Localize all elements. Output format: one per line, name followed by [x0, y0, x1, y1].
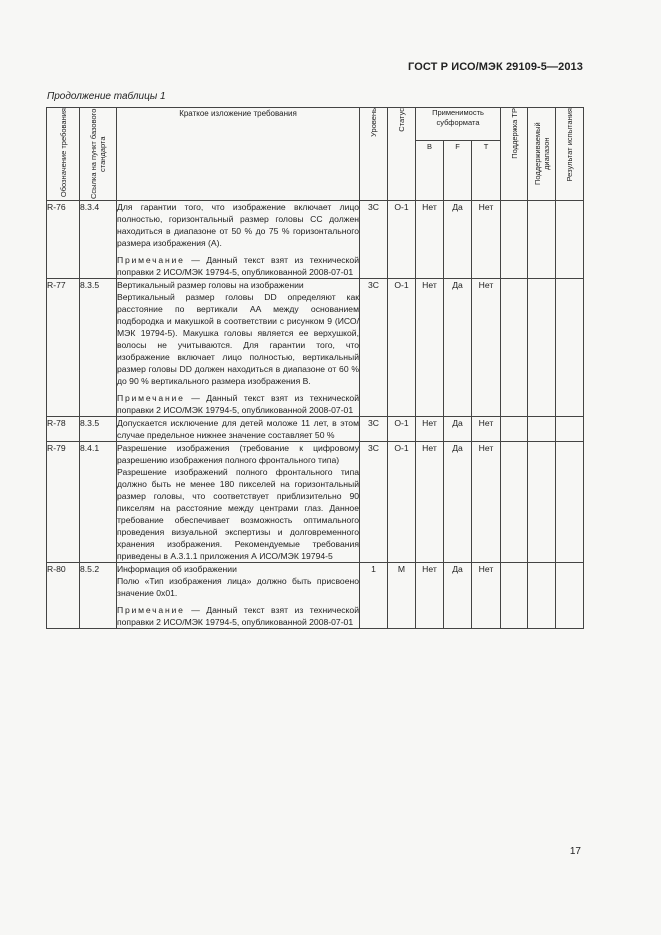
col-header-applicability: Применимость субформата	[416, 108, 501, 141]
subformat-f-cell: Да	[444, 563, 472, 629]
col-header-id: Обозначение требования	[47, 108, 80, 201]
tp-support-cell	[501, 279, 528, 417]
level-cell: 3C	[360, 279, 388, 417]
base-standard-ref: 8.3.4	[80, 201, 117, 279]
col-header-ref: Ссылка на пункт базового стандарта	[80, 108, 117, 201]
requirement-id: R-78	[47, 417, 80, 442]
table-row	[47, 563, 584, 629]
base-standard-ref: 8.3.5	[80, 279, 117, 417]
col-header-test-result: Результат испытания	[556, 108, 584, 201]
supported-range-cell	[528, 417, 556, 442]
subformat-t-cell: Нет	[472, 417, 501, 442]
base-standard-ref: 8.4.1	[80, 442, 117, 563]
status-cell: M	[388, 563, 416, 629]
note-text: — Данный текст взят из технической поправки 2 ИСО/МЭК 19794-5, опубликованной 2008-07-01	[117, 255, 359, 277]
subformat-b-cell: Нет	[416, 201, 444, 279]
col-header-description: Краткое изложение требования	[117, 108, 360, 201]
test-result-cell	[556, 442, 584, 563]
col-header-t: T	[472, 141, 501, 201]
standard-header: ГОСТ Р ИСО/МЭК 29109-5—2013	[408, 61, 583, 73]
tp-support-cell	[501, 417, 528, 442]
description-paragraph: Допускается исключение для детей моложе 11 лет, в этом случае предельное нижнее значение составляет 50 %	[117, 418, 359, 440]
requirement-description	[117, 201, 360, 279]
table-body	[47, 201, 584, 629]
test-result-cell	[556, 201, 584, 279]
description-paragraph: Информация об изображении	[117, 564, 237, 574]
description-paragraph: Для гарантии того, что изображение включает лицо полностью, горизонтальный размер головы CC должен находиться в диапазоне от 50 % до 75 % горизонтального размера изображения (A).	[117, 202, 359, 248]
note	[117, 254, 359, 278]
supported-range-cell	[528, 279, 556, 417]
col-header-status: Статус	[388, 108, 416, 201]
description-paragraph: Разрешение изображения (требование к цифровому разрешению изображения полного фронтального типа)	[117, 443, 359, 465]
status-cell: O-1	[388, 442, 416, 563]
col-header-level: Уровень	[360, 108, 388, 201]
requirement-description	[117, 563, 360, 629]
table-row	[47, 279, 584, 417]
note	[117, 392, 359, 416]
level-cell: 3C	[360, 417, 388, 442]
description-paragraph: Вертикальный размер головы DD определяют как расстояние по вертикали AA между основанием подбородка и макушкой в соответствии с рисунком 9 (ИСО/МЭК 19794-5). Макушка головы является ее верхушкой, волосы не учитываются. Для гарантии того, что изображение включает лицо полностью, вертикальный размер головы DD должен находиться в диапазоне от 60 % до 90 % вертикального размера изображения B.	[117, 292, 359, 386]
note	[117, 604, 359, 628]
tp-support-cell	[501, 563, 528, 629]
level-cell: 1	[360, 563, 388, 629]
col-header-f: F	[444, 141, 472, 201]
requirement-id: R-79	[47, 442, 80, 563]
col-header-supported-range: Поддерживаемый диапазон	[528, 108, 556, 201]
table-row	[47, 442, 584, 563]
table-caption: Продолжение таблицы 1	[47, 91, 166, 102]
test-result-cell	[556, 417, 584, 442]
status-cell: O-1	[388, 201, 416, 279]
table-header	[47, 108, 584, 201]
note-label: Примечание	[117, 255, 185, 265]
subformat-t-cell: Нет	[472, 279, 501, 417]
tp-support-cell	[501, 442, 528, 563]
subformat-b-cell: Нет	[416, 442, 444, 563]
base-standard-ref: 8.3.5	[80, 417, 117, 442]
requirement-id: R-76	[47, 201, 80, 279]
level-cell: 3C	[360, 201, 388, 279]
level-cell: 3C	[360, 442, 388, 563]
subformat-f-cell: Да	[444, 201, 472, 279]
page-number: 17	[569, 846, 581, 857]
test-result-cell	[556, 279, 584, 417]
subformat-b-cell: Нет	[416, 563, 444, 629]
requirement-description	[117, 279, 360, 417]
subformat-t-cell: Нет	[472, 201, 501, 279]
supported-range-cell	[528, 442, 556, 563]
subformat-b-cell: Нет	[416, 417, 444, 442]
note-text: — Данный текст взят из технической поправки 2 ИСО/МЭК 19794-5, опубликованной 2008-07-01	[117, 393, 359, 415]
subformat-f-cell: Да	[444, 442, 472, 563]
tp-support-cell	[501, 201, 528, 279]
description-paragraph: Вертикальный размер головы на изображении	[117, 280, 304, 290]
description-paragraph: Разрешение изображений полного фронтального типа должно быть не менее 180 пикселей на горизонтальный размер головы, что соответствует приблизительно 90 пикселям на расстояние между центрами глаз. Данное требование обеспечивает возможность оптимального проведения визуальной экспертизы и долговременного хранения изображения. Рекомендуемые требования приведены в А.3.1.1 приложения А ИСО/МЭК 19794-5	[117, 467, 359, 561]
requirement-description	[117, 442, 360, 563]
table-row	[47, 201, 584, 279]
requirement-id: R-80	[47, 563, 80, 629]
table-row	[47, 417, 584, 442]
note-text: — Данный текст взят из технической поправки 2 ИСО/МЭК 19794-5, опубликованной 2008-07-01	[117, 605, 359, 627]
subformat-f-cell: Да	[444, 417, 472, 442]
description-paragraph: Полю «Тип изображения лица» должно быть присвоено значение 0x01.	[117, 576, 359, 598]
subformat-t-cell: Нет	[472, 563, 501, 629]
supported-range-cell	[528, 201, 556, 279]
test-result-cell	[556, 563, 584, 629]
requirement-id: R-77	[47, 279, 80, 417]
requirement-description	[117, 417, 360, 442]
note-label: Примечание	[117, 605, 185, 615]
col-header-b: B	[416, 141, 444, 201]
col-header-tp-support: Поддержка ТР	[501, 108, 528, 201]
base-standard-ref: 8.5.2	[80, 563, 117, 629]
note-label: Примечание	[117, 393, 185, 403]
status-cell: O-1	[388, 417, 416, 442]
subformat-t-cell: Нет	[472, 442, 501, 563]
status-cell: O-1	[388, 279, 416, 417]
subformat-f-cell: Да	[444, 279, 472, 417]
subformat-b-cell: Нет	[416, 279, 444, 417]
requirements-table	[46, 107, 584, 629]
supported-range-cell	[528, 563, 556, 629]
